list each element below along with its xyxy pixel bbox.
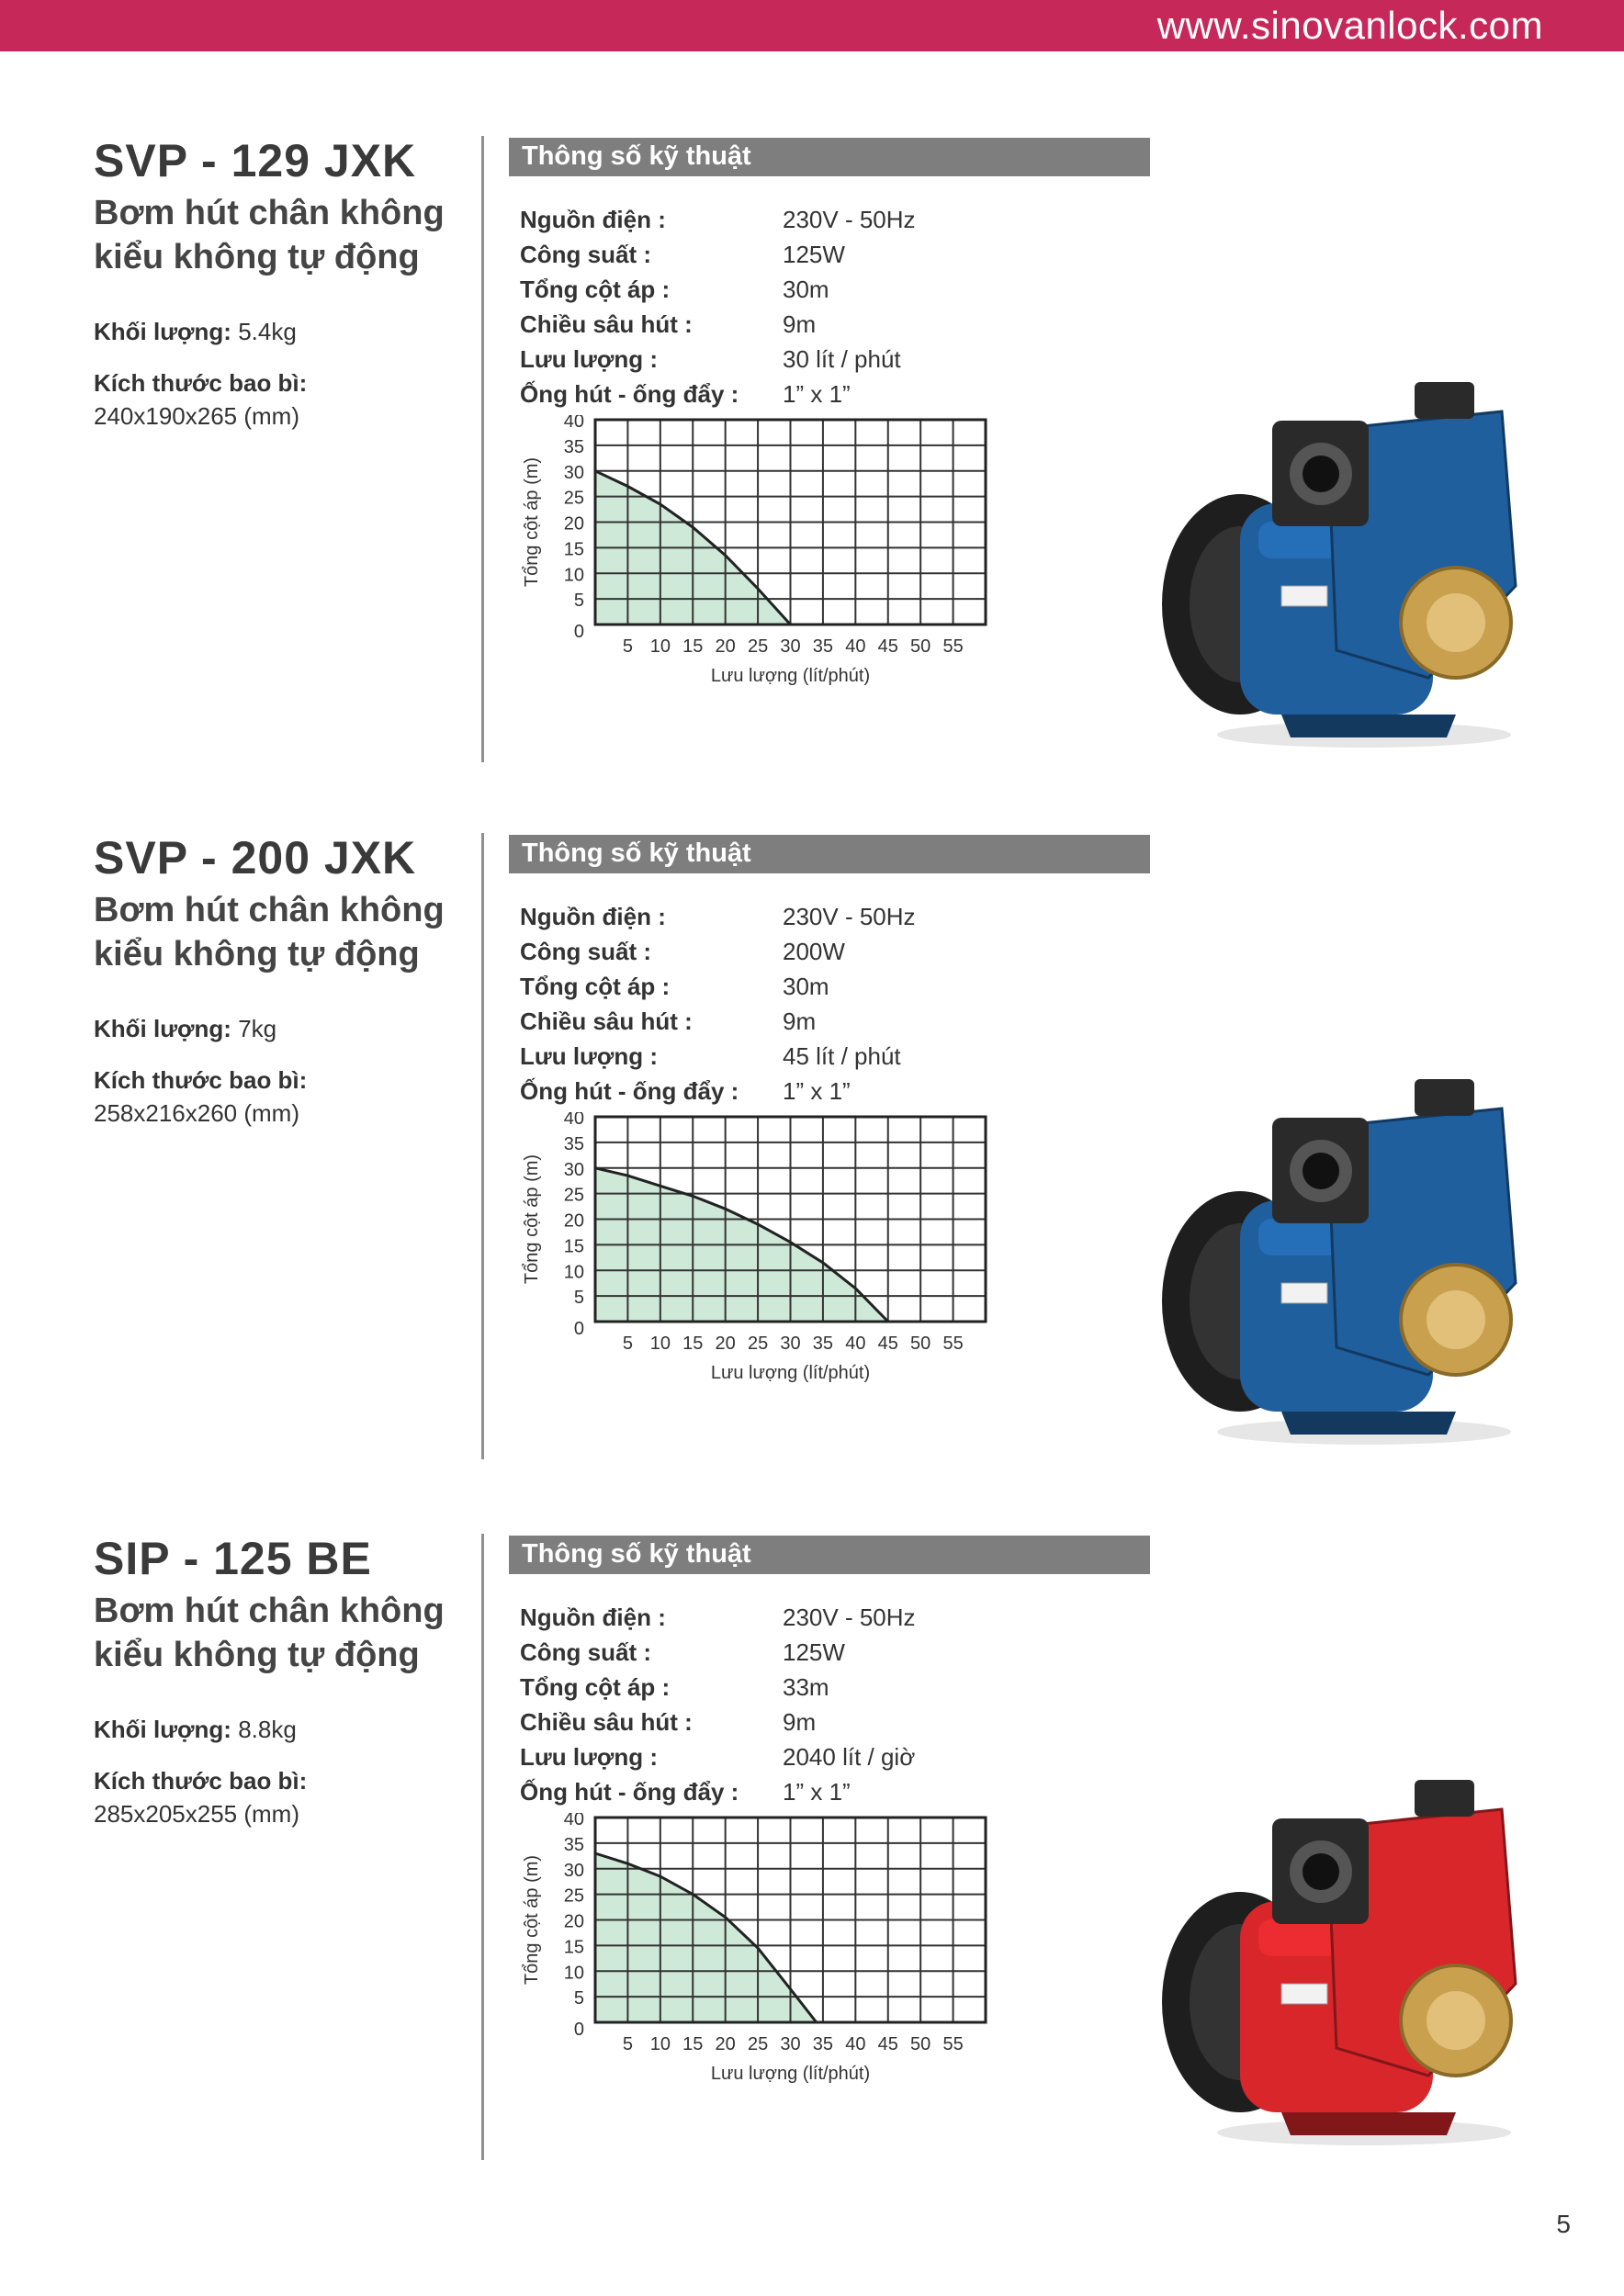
- x-tick-label: 15: [682, 1334, 704, 1354]
- spec-label: Ống hút - ống đẩy :: [520, 1077, 739, 1105]
- spec-label: Công suất :: [520, 241, 651, 268]
- package-size-label: Kích thước bao bì:: [94, 1767, 308, 1795]
- weight: [94, 1716, 297, 1744]
- x-tick-label: 45: [877, 2034, 898, 2054]
- weight: [94, 318, 297, 346]
- x-tick-label: 35: [812, 636, 834, 657]
- spec-value: 30m: [783, 276, 829, 303]
- y-tick-label: 30: [563, 1159, 584, 1180]
- x-tick-label: 20: [715, 2034, 736, 2054]
- x-tick-label: 40: [845, 1334, 866, 1354]
- y-axis-label: Tổng cột áp (m): [522, 1854, 542, 1986]
- weight-label: Khối lượng:: [94, 318, 231, 345]
- weight-value: 7kg: [238, 1015, 277, 1042]
- y-tick-label: 25: [563, 488, 584, 509]
- x-tick-label: 20: [715, 1334, 736, 1354]
- x-tick-label: 45: [877, 636, 898, 657]
- spec-value: 9m: [783, 310, 817, 338]
- x-tick-label: 25: [747, 636, 769, 657]
- x-tick-label: 50: [910, 1334, 931, 1354]
- model-name: SIP - 125 BE: [94, 1533, 372, 1584]
- spec-value: 45 lít / phút: [783, 1042, 901, 1070]
- y-tick-label: 20: [563, 1911, 584, 1932]
- y-tick-label: 20: [563, 513, 584, 535]
- spec-value: 230V - 50Hz: [783, 903, 916, 930]
- y-tick-label: 0: [573, 2020, 584, 2040]
- blue-pump-image: [1153, 1072, 1548, 1448]
- x-tick-label: 10: [649, 1334, 671, 1354]
- spec-label: Nguồn điện :: [520, 1604, 666, 1631]
- x-tick-label: 20: [715, 636, 736, 657]
- pump-label-plate: [1281, 586, 1327, 606]
- x-tick-label: 35: [812, 1334, 834, 1354]
- package-size-value: 258x216x260 (mm): [94, 1099, 299, 1127]
- y-tick-label: 35: [563, 1133, 584, 1154]
- description-line: Bơm hút chân không: [94, 194, 445, 232]
- section-divider: [481, 833, 484, 1459]
- product-description: [94, 888, 445, 976]
- y-tick-label: 10: [563, 1262, 584, 1283]
- x-tick-label: 55: [942, 2034, 964, 2054]
- y-tick-label: 40: [563, 415, 584, 432]
- spec-value: 230V - 50Hz: [783, 1604, 916, 1631]
- model-name: SVP - 129 JXK: [94, 135, 417, 186]
- weight-label: Khối lượng:: [94, 1716, 231, 1743]
- description-line: kiểu không tự động: [94, 935, 420, 974]
- y-tick-label: 5: [573, 1288, 584, 1309]
- x-tick-label: 5: [622, 2034, 633, 2054]
- y-tick-label: 5: [573, 1988, 584, 2009]
- x-tick-label: 5: [622, 1334, 633, 1354]
- spec-value: 30m: [783, 973, 829, 1000]
- x-tick-label: 25: [747, 1334, 769, 1354]
- product-section: [0, 134, 1624, 795]
- outlet-cap: [1415, 382, 1474, 419]
- spec-value: 2040 lít / giờ: [783, 1743, 916, 1771]
- x-tick-label: 5: [622, 636, 633, 657]
- spec-label: Lưu lượng :: [520, 1743, 658, 1771]
- y-tick-label: 35: [563, 436, 584, 457]
- spec-value: 200W: [783, 938, 845, 965]
- spec-value: 30 lít / phút: [783, 345, 901, 373]
- y-tick-label: 40: [563, 1813, 584, 1829]
- y-tick-label: 5: [573, 591, 584, 612]
- spec-label: Tổng cột áp :: [520, 1673, 671, 1701]
- y-axis-label: Tổng cột áp (m): [522, 1154, 542, 1285]
- x-tick-label: 10: [649, 2034, 671, 2054]
- x-tick-label: 35: [812, 2034, 834, 2054]
- pump-label-plate: [1281, 1283, 1327, 1303]
- outlet-cap: [1415, 1780, 1474, 1817]
- package-size-label: Kích thước bao bì:: [94, 369, 308, 397]
- spec-label: Ống hút - ống đẩy :: [520, 1778, 739, 1806]
- spec-value: 230V - 50Hz: [783, 206, 916, 233]
- spec-label: Lưu lượng :: [520, 1042, 658, 1070]
- section-divider: [481, 136, 484, 762]
- y-tick-label: 25: [563, 1185, 584, 1206]
- y-tick-label: 0: [573, 1319, 584, 1339]
- performance-chart: [510, 1813, 1006, 2162]
- y-tick-label: 35: [563, 1834, 584, 1855]
- product-description: [94, 191, 445, 279]
- spec-value: 9m: [783, 1708, 817, 1736]
- x-tick-label: 10: [649, 636, 671, 657]
- spec-label: Chiều sâu hút :: [520, 1007, 693, 1035]
- x-axis-label: Lưu lượng (lít/phút): [710, 666, 871, 686]
- spec-header: [509, 138, 1150, 176]
- performance-chart-svg: [510, 1112, 1006, 1461]
- performance-chart: [510, 415, 1006, 764]
- x-tick-label: 40: [845, 2034, 866, 2054]
- inlet-port-hole: [1303, 1153, 1339, 1189]
- pump-image: [1153, 1773, 1548, 2149]
- spec-title: Thông số kỹ thuật: [522, 1539, 751, 1569]
- spec-value: 1” x 1”: [783, 380, 851, 408]
- top-banner: [0, 0, 1624, 51]
- inlet-port-hole: [1303, 1853, 1339, 1890]
- site-url[interactable]: www.sinovanlock.com: [1156, 4, 1543, 47]
- pump-image: [1153, 1072, 1548, 1448]
- spec-title: Thông số kỹ thuật: [522, 141, 751, 171]
- red-pump-image: [1153, 1773, 1548, 2149]
- x-tick-label: 55: [942, 636, 964, 657]
- x-axis-label: Lưu lượng (lít/phút): [710, 1363, 871, 1383]
- performance-chart-svg: [510, 415, 1006, 764]
- brass-cover-center: [1427, 1290, 1485, 1349]
- product-section: [0, 1532, 1624, 2193]
- y-tick-label: 10: [563, 565, 584, 586]
- x-tick-label: 15: [682, 2034, 704, 2054]
- package-size-value: 240x190x265 (mm): [94, 402, 299, 430]
- spec-value: 125W: [783, 1638, 845, 1666]
- spec-value: 9m: [783, 1007, 817, 1035]
- y-tick-label: 0: [573, 622, 584, 642]
- x-tick-label: 30: [780, 1334, 801, 1354]
- x-tick-label: 30: [780, 2034, 801, 2054]
- product-description: [94, 1589, 445, 1677]
- spec-label: Công suất :: [520, 938, 651, 965]
- spec-header: [509, 835, 1150, 873]
- pump-label-plate: [1281, 1984, 1327, 2004]
- y-tick-label: 20: [563, 1210, 584, 1232]
- y-tick-label: 15: [563, 1937, 584, 1958]
- product-section: [0, 831, 1624, 1492]
- x-tick-label: 50: [910, 2034, 931, 2054]
- brass-cover-center: [1427, 593, 1485, 652]
- weight-value: 8.8kg: [238, 1716, 297, 1743]
- section-divider: [481, 1534, 484, 2160]
- outlet-cap: [1415, 1079, 1474, 1116]
- x-axis-label: Lưu lượng (lít/phút): [710, 2064, 871, 2084]
- performance-chart: [510, 1112, 1006, 1461]
- y-tick-label: 10: [563, 1963, 584, 1984]
- pump-base: [1281, 715, 1456, 737]
- x-tick-label: 45: [877, 1334, 898, 1354]
- spec-label: Tổng cột áp :: [520, 276, 671, 303]
- x-tick-label: 50: [910, 636, 931, 657]
- spec-label: Chiều sâu hút :: [520, 310, 693, 338]
- description-line: kiểu không tự động: [94, 238, 420, 276]
- spec-value: 1” x 1”: [783, 1077, 851, 1105]
- package-size-value: 285x205x255 (mm): [94, 1800, 299, 1828]
- y-axis-label: Tổng cột áp (m): [522, 456, 542, 588]
- spec-value: 33m: [783, 1673, 829, 1701]
- spec-title: Thông số kỹ thuật: [522, 838, 751, 868]
- x-tick-label: 40: [845, 636, 866, 657]
- performance-chart-svg: [510, 1813, 1006, 2162]
- y-tick-label: 30: [563, 1860, 584, 1881]
- weight: [94, 1015, 276, 1043]
- y-tick-label: 30: [563, 462, 584, 483]
- pump-image: [1153, 375, 1548, 751]
- x-tick-label: 55: [942, 1334, 964, 1354]
- model-name: SVP - 200 JXK: [94, 832, 417, 884]
- pump-base: [1281, 1412, 1456, 1435]
- pump-base: [1281, 2112, 1456, 2135]
- y-tick-label: 15: [563, 539, 584, 560]
- description-line: kiểu không tự động: [94, 1636, 420, 1674]
- package-size-label: Kích thước bao bì:: [94, 1066, 308, 1094]
- spec-value: 125W: [783, 241, 845, 268]
- brass-cover-center: [1427, 1991, 1485, 2050]
- blue-pump-image: [1153, 375, 1548, 751]
- inlet-port-hole: [1303, 456, 1339, 492]
- spec-label: Nguồn điện :: [520, 903, 666, 930]
- y-tick-label: 25: [563, 1885, 584, 1907]
- spec-label: Ống hút - ống đẩy :: [520, 380, 739, 408]
- x-tick-label: 15: [682, 636, 704, 657]
- x-tick-label: 30: [780, 636, 801, 657]
- page-number: 5: [1556, 2210, 1571, 2238]
- spec-header: [509, 1536, 1150, 1574]
- spec-label: Nguồn điện :: [520, 206, 666, 233]
- spec-label: Công suất :: [520, 1638, 651, 1666]
- description-line: Bơm hút chân không: [94, 1592, 445, 1630]
- description-line: Bơm hút chân không: [94, 891, 445, 929]
- x-tick-label: 25: [747, 2034, 769, 2054]
- y-tick-label: 40: [563, 1112, 584, 1129]
- y-tick-label: 15: [563, 1236, 584, 1257]
- spec-label: Chiều sâu hút :: [520, 1708, 693, 1736]
- spec-label: Lưu lượng :: [520, 345, 658, 373]
- spec-value: 1” x 1”: [783, 1778, 851, 1806]
- weight-label: Khối lượng:: [94, 1015, 231, 1042]
- spec-label: Tổng cột áp :: [520, 973, 671, 1000]
- weight-value: 5.4kg: [238, 318, 297, 345]
